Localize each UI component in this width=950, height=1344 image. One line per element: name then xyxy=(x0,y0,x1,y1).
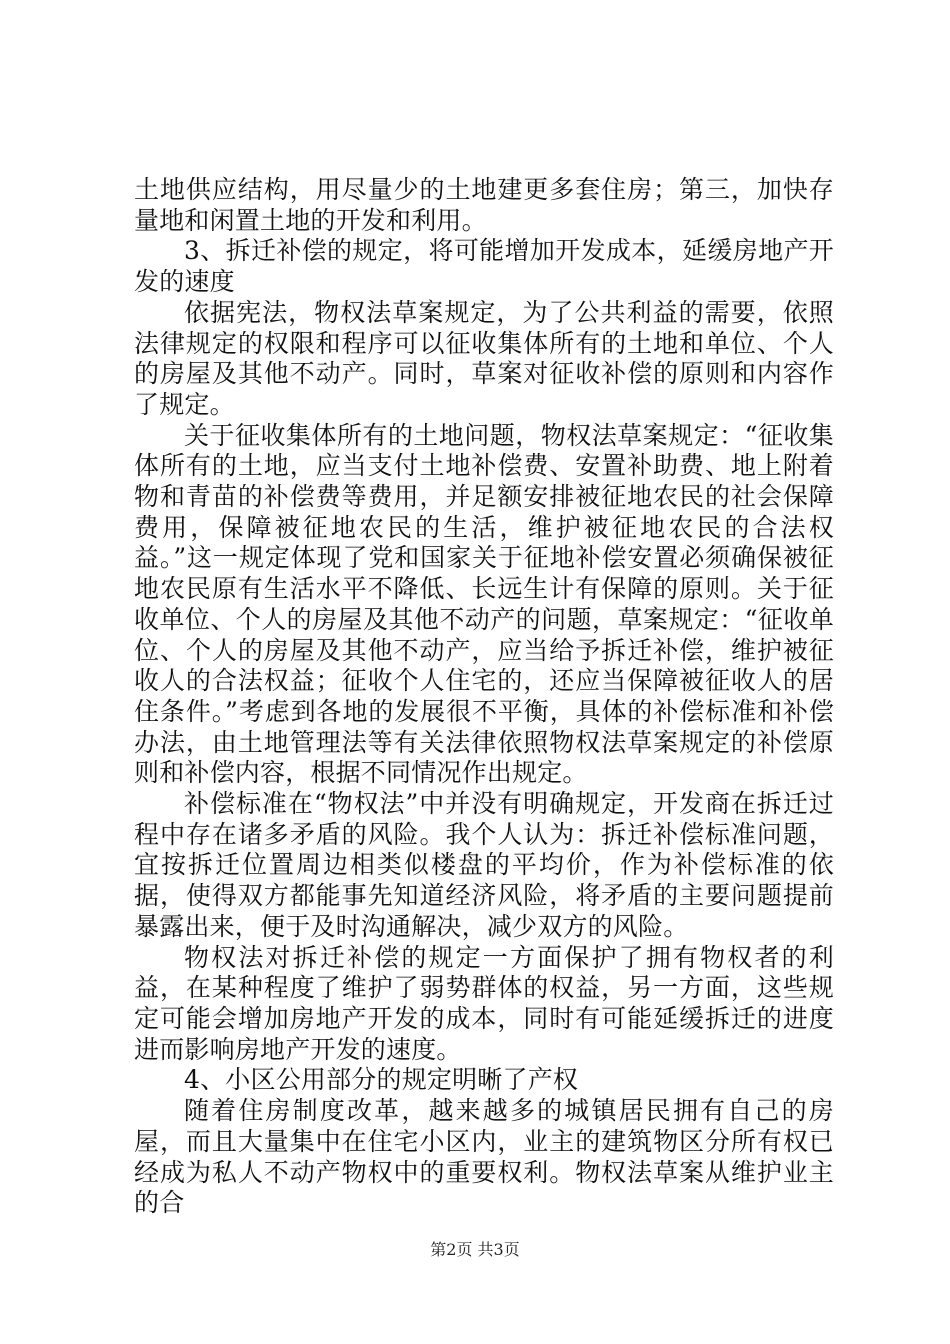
paragraph: 依据宪法，物权法草案规定，为了公共利益的需要，依照法律规定的权限和程序可以征收集体所有的土地和单位、个人的房屋及其他不动产。同时，草案对征收补偿的原则和内容作了规定。 xyxy=(134,297,834,419)
page-number-footer: 第2页 共3页 xyxy=(430,1240,520,1259)
section-heading-4: 4、小区公用部分的规定明晰了产权 xyxy=(184,1065,579,1095)
document-body xyxy=(134,175,834,1219)
paragraph: 随着住房制度改革，越来越多的城镇居民拥有自己的房屋，而且大量集中在住宅小区内，业主的建筑物区分所有权已经成为私人不动产物权中的重要权利。物权法草案从维护业主的合 xyxy=(134,1096,834,1218)
paragraph-continuation: 土地供应结构，用尽量少的土地建更多套住房；第三，加快存量地和闲置土地的开发和利用。 xyxy=(134,175,834,235)
paragraph: 物权法对拆迁补偿的规定一方面保护了拥有物权者的利益，在某种程度了维护了弱势群体的权益，另一方面，这些规定可能会增加房地产开发的成本，同时有可能延缓拆迁的进度进而影响房地产开发的速度。 xyxy=(134,942,834,1064)
paragraph: 关于征收集体所有的土地问题，物权法草案规定：“征收集体所有的土地，应当支付土地补偿费、安置补助费、地上附着物和青苗的补偿费等费用，并足额安排被征地农民的社会保障费用，保障被征地农民的生活，维护被征地农民的合法权益。”这一规定体现了党和国家关于征地补偿安置必须确保被征地农民原有生活水平不降低、长远生计有保障的原则。关于征收单位、个人的房屋及其他不动产的问题，草案规定：“征收单位、个人的房屋及其他不动产，应当给予拆迁补偿，维护被征收人的合法权益；征收个人住宅的，还应当保障被征收人的居住条件。”考虑到各地的发展很不平衡，具体的补偿标准和补偿办法，由土地管理法等有关法律依照物权法草案规定的补偿原则和补偿内容，根据不同情况作出规定。 xyxy=(134,420,834,788)
section-heading-3: 3、拆迁补偿的规定，将可能增加开发成本，延缓房地产开发的速度 xyxy=(134,236,834,297)
paragraph: 补偿标准在“物权法”中并没有明确规定，开发商在拆迁过程中存在诸多矛盾的风险。我个人认为：拆迁补偿标准问题，宜按拆迁位置周边相类似楼盘的平均价，作为补偿标准的依据，使得双方都能事先知道经济风险，将矛盾的主要问题提前暴露出来，便于及时沟通解决，减少双方的风险。 xyxy=(134,789,834,941)
